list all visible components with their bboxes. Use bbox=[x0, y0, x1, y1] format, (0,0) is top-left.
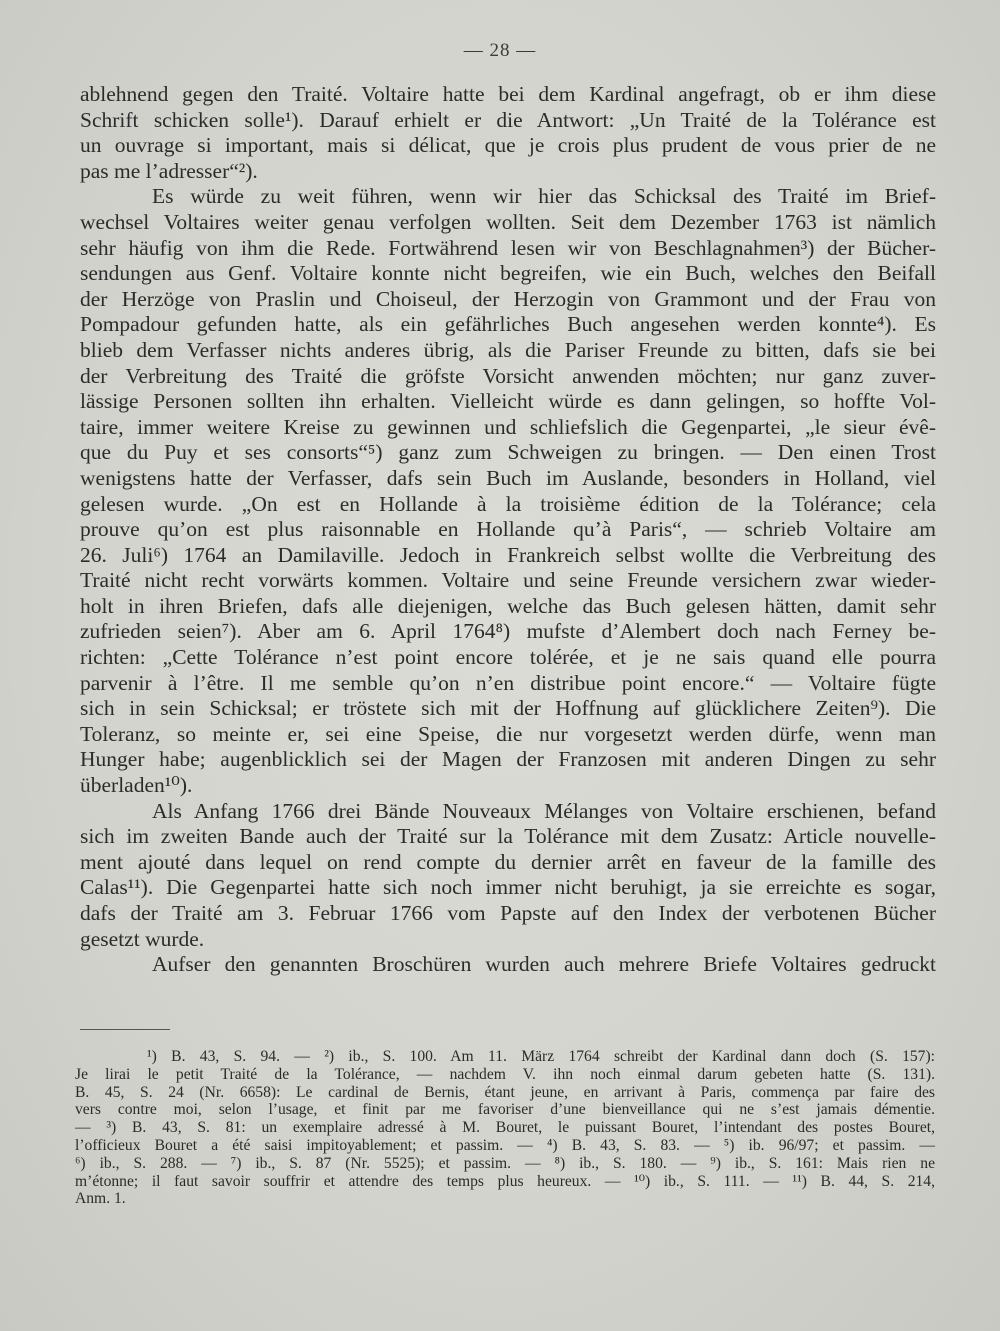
text-line: blieb dem Verfasser nichts anderes übrig, als die Pariser Freunde zu bitten, dafs sie bei bbox=[80, 337, 936, 362]
text-line: zufrieden seien⁷). Aber am 6. April 1764⁸) mufste d’Alembert doch nach Ferney be- bbox=[80, 619, 936, 644]
footnote-line: vers contre moi, selon l’usage, et finit par me favoriser d’une bienveillance qui ne s’est jamais démentie. bbox=[75, 1101, 935, 1119]
text-line: sich in sein Schicksal; er tröstete sich mit der Hoffnung auf glücklichere Zeiten⁹). Die bbox=[80, 696, 936, 721]
text-line: wechsel Voltaires weiter genau verfolgen wollten. Seit dem Dezember 1763 ist nämlich bbox=[80, 209, 936, 234]
text-line: prouve qu’on est plus raisonnable en Hollande qu’à Paris“, — schrieb Voltaire am bbox=[80, 517, 936, 542]
text-line: taire, immer weitere Kreise zu gewinnen und schliefslich die Gegenpartei, „le sieur évê- bbox=[80, 414, 936, 439]
footnote-line: — ³) B. 43, S. 81: un exemplaire adressé à M. Bouret, le puissant Bouret, l’intendant des postes Bouret, bbox=[75, 1119, 935, 1137]
text-line: lässige Personen sollten ihn erhalten. Vielleicht würde es dann gelingen, so hoffte Vol- bbox=[80, 389, 936, 414]
text-line: holt in ihren Briefen, dafs alle diejenigen, welche das Buch gelesen hätten, damit sehr bbox=[80, 593, 936, 618]
text-line: un ouvrage si important, mais si délicat, que je crois plus prudent de vous prier de ne bbox=[80, 133, 936, 158]
footnotes bbox=[75, 1048, 935, 1208]
main-text bbox=[80, 82, 936, 978]
text-line: Toleranz, so meinte er, sei eine Speise, die nur vorgesetzt werden dürfe, wenn man bbox=[80, 721, 936, 746]
footnote-line: ⁶) ib., S. 288. — ⁷) ib., S. 87 (Nr. 5525); et passim. — ⁸) ib., S. 180. — ⁹) ib., S. 161: Mais rien ne bbox=[75, 1154, 935, 1172]
footnote-line: m’étonne; il faut savoir souffrir et attendre des temps plus heureux. — ¹⁰) ib., S. 111. — ¹¹) B. 44, S. 214, bbox=[75, 1172, 935, 1190]
text-line: der Herzöge von Praslin und Choiseul, der Herzogin von Grammont und der Frau von bbox=[80, 286, 936, 311]
text-line: ablehnend gegen den Traité. Voltaire hatte bei dem Kardinal angefragt, ob er ihm diese bbox=[80, 82, 936, 106]
text-line: 26. Juli⁶) 1764 an Damilaville. Jedoch in Frankreich selbst wollte die Verbreitung des bbox=[80, 542, 936, 567]
text-line: Es würde zu weit führen, wenn wir hier das Schicksal des Traité im Brief- bbox=[152, 184, 936, 209]
text-line: sehr häufig von ihm die Rede. Fortwährend lesen wir von Beschlagnahmen³) der Bücher- bbox=[80, 235, 936, 260]
text-line: pas me l’adresser“²). bbox=[80, 158, 258, 183]
text-line: Aufser den genannten Broschüren wurden auch mehrere Briefe Voltaires gedruckt bbox=[152, 952, 936, 977]
footnote-line: B. 45, S. 24 (Nr. 6658): Le cardinal de Bernis, étant jeune, en arrivant à Paris, commença par faire des bbox=[75, 1083, 935, 1101]
text-line: ment ajouté dans lequel on rend compte du dernier arrêt en faveur de la famille des bbox=[80, 849, 936, 874]
footnote-line: Je lirai le petit Traité de la Tolérance, — nachdem V. ihn noch einmal darum gebeten hatte (S. 131). bbox=[75, 1065, 935, 1083]
text-line: Traité nicht recht vorwärts kommen. Voltaire und seine Freunde versichern zwar wieder- bbox=[80, 568, 936, 593]
footnote-line: Anm. 1. bbox=[75, 1190, 126, 1208]
footnote-line: ¹) B. 43, S. 94. — ²) ib., S. 100. Am 11. März 1764 schreibt der Kardinal dann doch (S. 157): bbox=[147, 1048, 935, 1065]
footnote-divider bbox=[80, 1029, 170, 1030]
text-line: überladen¹⁰). bbox=[80, 773, 193, 798]
text-line: der Verbreitung des Traité die gröfste Vorsicht anwenden möchten; nur ganz zuver- bbox=[80, 363, 936, 388]
page-number: — 28 — bbox=[463, 40, 537, 61]
text-line: Calas¹¹). Die Gegenpartei hatte sich noch immer nicht beruhigt, ja sie erreichte es sogar, bbox=[80, 875, 936, 900]
text-line: Pompadour gefunden hatte, als ein gefährliches Buch angesehen werden konnte⁴). Es bbox=[80, 312, 936, 337]
footnote-line: l’officieux Bouret a été saisi impitoyablement; et passim. — ⁴) B. 43, S. 83. — ⁵) ib. 96/97; et passim. — bbox=[75, 1136, 935, 1154]
text-line: Schrift schicken solle¹). Darauf erhielt er die Antwort: „Un Traité de la Tolérance est bbox=[80, 107, 936, 132]
text-line: gesetzt wurde. bbox=[80, 926, 205, 951]
text-line: Hunger habe; augenblicklich sei der Magen der Franzosen mit anderen Dingen zu sehr bbox=[80, 747, 936, 772]
text-line: parvenir à l’être. Il me semble qu’on n’en distribue point encore.“ — Voltaire fügte bbox=[80, 670, 936, 695]
text-line: dafs der Traité am 3. Februar 1766 vom Papste auf den Index der verbotenen Bücher bbox=[80, 901, 936, 925]
text-line: que du Puy et ses consorts“⁵) ganz zum Schweigen zu bringen. — Den einen Trost bbox=[80, 440, 936, 465]
text-line: sich im zweiten Bande auch der Traité sur la Tolérance mit dem Zusatz: Article nouvelle- bbox=[80, 824, 936, 849]
text-line: Als Anfang 1766 drei Bände Nouveaux Mélanges von Voltaire erschienen, befand bbox=[152, 798, 936, 823]
text-line: wenigstens hatte der Verfasser, dafs sein Buch im Auslande, besonders in Holland, viel bbox=[80, 465, 936, 490]
text-line: sendungen aus Genf. Voltaire konnte nicht begreifen, wie ein Buch, welches den Beifall bbox=[80, 261, 936, 286]
text-line: richten: „Cette Tolérance n’est point encore tolérée, et je ne sais quand elle pourra bbox=[80, 645, 936, 670]
text-line: gelesen wurde. „On est en Hollande à la troisième édition de la Tolérance; cela bbox=[80, 491, 936, 516]
